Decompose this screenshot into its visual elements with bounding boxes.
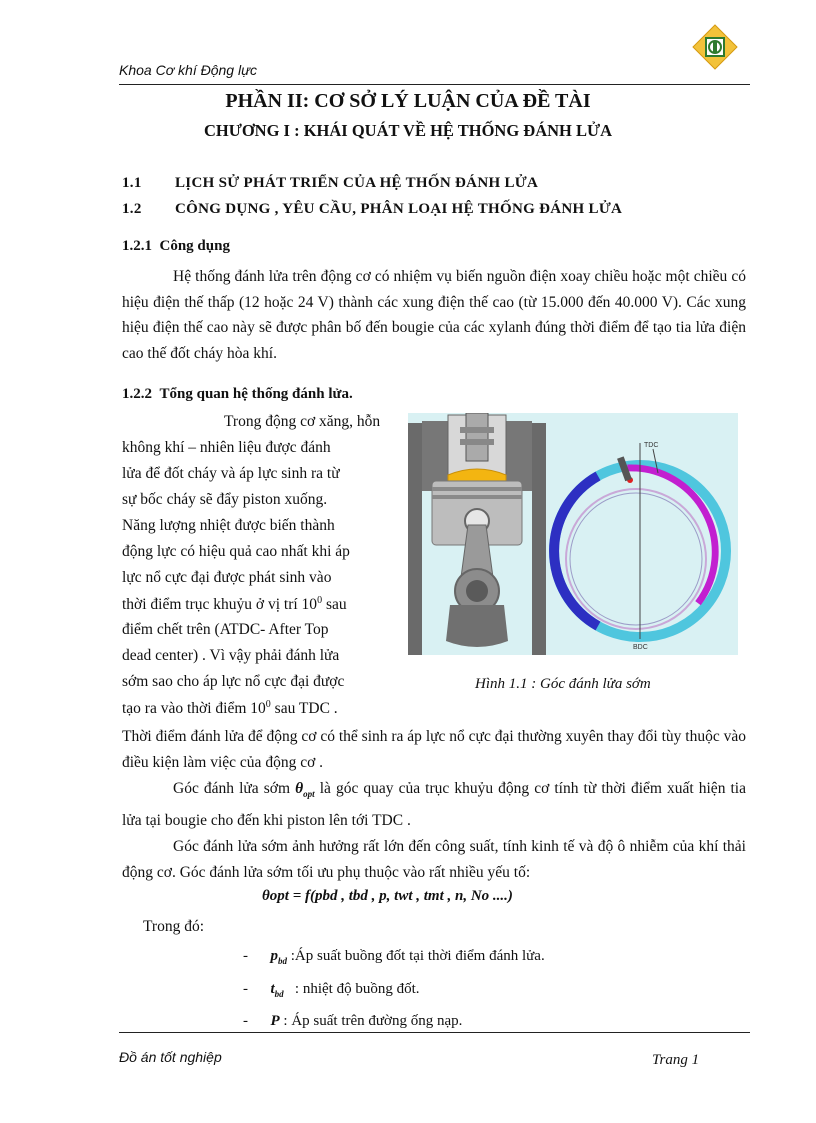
bdc-label: BDC bbox=[633, 644, 648, 651]
wrap-line: lửa để đốt cháy và áp lực sinh ra từ bbox=[122, 465, 340, 482]
bullet-text: : Áp suất trên đường ống nạp. bbox=[283, 1013, 463, 1029]
bullet-dash: - bbox=[243, 1013, 248, 1029]
theta-subscript: opt bbox=[303, 789, 315, 800]
wrap-line-tail: sau bbox=[322, 596, 347, 614]
paragraph-timing: Thời điểm đánh lửa để động cơ có thể sinh ra áp lực nổ cực đại thường xuyên thay đổi tùy thuộc vào điều kiện làm việc của động cơ . bbox=[122, 728, 746, 771]
section-number: 1.2 bbox=[122, 201, 142, 217]
wrap-line-degree bbox=[122, 699, 338, 718]
paragraph-influence: Góc đánh lửa sớm ảnh hưởng rất lớn đến công suất, tính kinh tế và độ ô nhiễm của khí thải động cơ. Góc đánh lửa sớm tối ưu phụ thuộc vào rất nhiều yếu tố: bbox=[122, 838, 746, 881]
wrap-line: tạo ra vào thời điểm 10 bbox=[122, 700, 266, 718]
wrap-line: Trong động cơ xăng, hỗn bbox=[224, 413, 381, 430]
wrap-line: điểm chết trên (ATDC- After Top bbox=[122, 621, 329, 638]
wrap-line: thời điểm trục khuỷu ở vị trí 10 bbox=[122, 596, 318, 614]
subsection-number: 1.2.1 bbox=[122, 238, 152, 254]
university-logo-icon bbox=[692, 24, 738, 70]
bullet-symbol: t bbox=[270, 981, 275, 997]
degree-superscript: 0 bbox=[265, 699, 271, 710]
degree-superscript: 0 bbox=[317, 595, 323, 606]
bullet-symbol: P bbox=[270, 1013, 280, 1029]
timing-ring-diagram bbox=[554, 442, 726, 651]
footer-rule bbox=[119, 1032, 750, 1033]
subsection-1-2-1 bbox=[122, 238, 230, 255]
wrap-line: sớm sao cho áp lực nổ cực đại được bbox=[122, 673, 345, 690]
wrap-line: Năng lượng nhiệt được biến thành bbox=[122, 517, 335, 534]
wrap-line: lực nổ cực đại được phát sinh vào bbox=[122, 569, 332, 586]
paragraph-advance-angle bbox=[122, 776, 746, 833]
paragraph-text: là góc quay của trục khuỷu động cơ tính từ thời điểm xuất hiện tia lửa tại bougie cho đến khi piston lên tới TDC . bbox=[122, 780, 746, 829]
bullet-subscript: bd bbox=[278, 956, 287, 966]
faculty-header: Khoa Cơ khí Động lực bbox=[119, 62, 257, 78]
piston-diagram bbox=[408, 413, 546, 655]
where-label: Trong đó: bbox=[143, 918, 205, 935]
bullet-item bbox=[243, 948, 545, 966]
theta-symbol: θ bbox=[295, 780, 304, 797]
subsection-heading: Tổng quan hệ thống đánh lửa. bbox=[159, 386, 353, 402]
paragraph-text: Góc đánh lửa sớm bbox=[173, 780, 296, 797]
section-1-2 bbox=[122, 201, 742, 221]
section-1-1 bbox=[122, 175, 742, 195]
wrap-line: động lực có hiệu quả cao nhất khi áp bbox=[122, 543, 350, 560]
wrap-line-tail: sau TDC . bbox=[270, 700, 338, 718]
footer-thesis: Đồ án tốt nghiệp bbox=[119, 1049, 222, 1065]
wrap-line: không khí – nhiên liệu được đánh bbox=[122, 439, 331, 456]
wrap-line: sự bốc cháy sẽ đẩy piston xuống. bbox=[122, 491, 328, 508]
optimal-angle-formula: θopt = f(pbd , tbd , p, twt , tmt , n, No ....) bbox=[262, 888, 513, 904]
bullet-text: :Áp suất buồng đốt tại thời điểm đánh lửa. bbox=[290, 948, 545, 964]
ignition-timing-figure bbox=[408, 413, 738, 655]
page-number: Trang 1 bbox=[652, 1052, 700, 1068]
bullet-item bbox=[243, 1013, 462, 1030]
bullet-dash: - bbox=[243, 981, 248, 997]
section-number: 1.1 bbox=[122, 175, 142, 191]
chapter-title: CHƯƠNG I : KHÁI QUÁT VỀ HỆ THỐNG ĐÁNH LỬA bbox=[203, 121, 613, 140]
bullet-symbol: p bbox=[270, 948, 278, 964]
header-rule bbox=[119, 84, 750, 85]
bullet-text: : nhiệt độ buồng đốt. bbox=[294, 981, 420, 997]
wrap-line-degree bbox=[122, 595, 347, 614]
subsection-heading: Công dụng bbox=[159, 238, 230, 254]
part-title: PHẦN II: CƠ SỞ LÝ LUẬN CỦA ĐỀ TÀI bbox=[225, 90, 591, 112]
bullet-item bbox=[243, 981, 420, 999]
paragraph-purpose: Hệ thống đánh lửa trên động cơ có nhiệm vụ biến nguồn điện xoay chiều hoặc một chiều có hiệu điện thế thấp (12 hoặc 24 V) thành các xung điện thế cao (từ 15.000 đến 40.000 V). Các xung hiệu điện thế cao này sẽ được phân bố đến bougie của các xylanh đúng thời điểm để tạo tia lửa điện cao thế đốt cháy hòa khí. bbox=[122, 268, 746, 362]
tdc-label: TDC bbox=[644, 442, 659, 449]
section-heading: LỊCH SỬ PHÁT TRIỂN CỦA HỆ THỐN ĐÁNH LỬA bbox=[175, 175, 539, 191]
section-heading: CÔNG DỤNG , YÊU CẦU, PHÂN LOẠI HỆ THỐNG ĐÁNH LỬA bbox=[175, 201, 623, 217]
subsection-number: 1.2.2 bbox=[122, 386, 152, 402]
figure-caption: Hình 1.1 : Góc đánh lửa sớm bbox=[475, 676, 651, 692]
bullet-dash: - bbox=[243, 948, 248, 964]
subsection-1-2-2 bbox=[122, 386, 353, 403]
bullet-subscript: bd bbox=[274, 989, 284, 999]
wrap-line: dead center) . Vì vậy phải đánh lửa bbox=[122, 647, 340, 664]
figure-drawing bbox=[408, 413, 738, 655]
